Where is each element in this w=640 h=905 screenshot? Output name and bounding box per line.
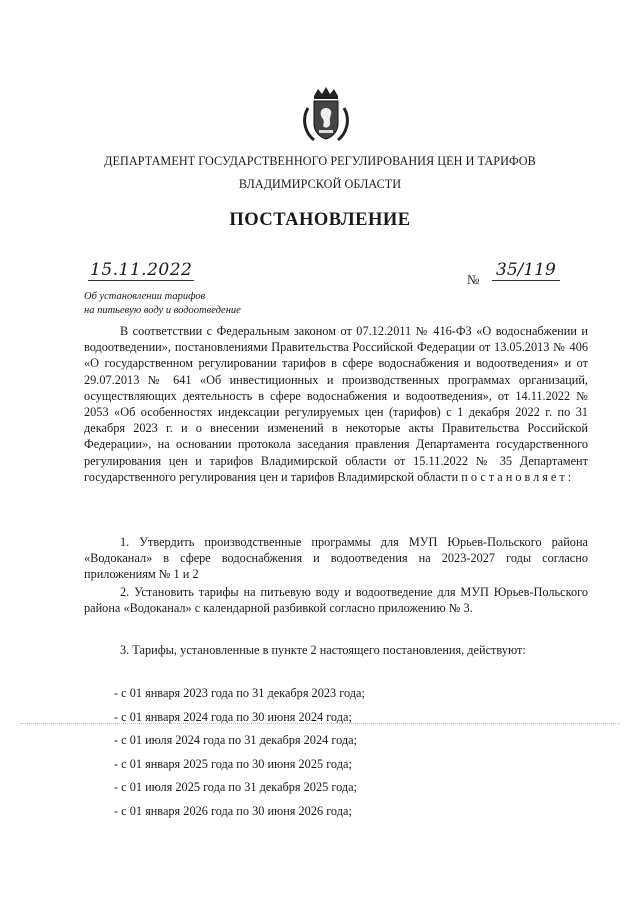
- list-item: - с 01 января 2024 года по 30 июня 2024 года;: [114, 709, 352, 724]
- number-sign: №: [467, 272, 480, 287]
- clause-2: 2. Установить тарифы на питьевую воду и водоотведение для МУП Юрьев-Польского района «Водоканал» с календарной разбивкой согласно приложению № 3.: [84, 585, 588, 616]
- clause-1: 1. Утвердить производственные программы для МУП Юрьев-Польского района «Водоканал» в сфере водоснабжения и водоотведения на 2023-2027 годы согласно приложениям № 1 и 2: [84, 535, 588, 582]
- document-title: ПОСТАНОВЛЕНИЕ: [229, 210, 411, 230]
- department-region: ВЛАДИМИРСКОЙ ОБЛАСТИ: [238, 177, 402, 191]
- preamble-text: В соответствии с Федеральным законом от 07.12.2011 № 416-ФЗ «О водоснабжении и водоотведении», постановлениями Правительства Российской Федерации от 13.05.2013 № 406 «О государственном регулировании тарифов в сфере водоснабжения и водоотведения» и от 29.07.2013 № 641 «Об инвестиционных и производственных программах организаций, осуществляющих деятельность в сфере водоснабжения и водоотведения», от 14.11.2022 № 2053 «Об особенностях индексации регулируемых цен (тарифов) с 1 декабря 2022 г. по 31 декабря 2023 г. и о внесении изменений в некоторые акты Правительства Российской Федерации», на основании протокола заседания правления Департамента государственного регулирования цен и тарифов Владимирской области от 15.11.2022 № 35 Департамент государственного регулирования цен и тарифов Владимирской области: [84, 324, 588, 484]
- fold-line: [20, 723, 620, 724]
- clause-3: 3. Тарифы, установленные в пункте 2 настоящего постановления, действуют:: [120, 643, 526, 657]
- validity-periods-list: [114, 682, 365, 823]
- preamble-paragraph: [84, 323, 588, 485]
- document-date: 15.11.2022: [90, 260, 193, 280]
- subject-line-2: на питьевую воду и водоотведение: [84, 305, 241, 316]
- resolution-word: постановляет:: [461, 469, 575, 484]
- list-item: - с 01 июля 2025 года по 31 декабря 2025 года;: [114, 780, 357, 794]
- department-name: ДЕПАРТАМЕНТ ГОСУДАРСТВЕННОГО РЕГУЛИРОВАНИЯ ЦЕН И ТАРИФОВ: [104, 154, 536, 168]
- coat-of-arms-icon: [300, 86, 352, 146]
- list-item: - с 01 января 2025 года по 30 июня 2025 года;: [114, 756, 352, 771]
- list-item: - с 01 января 2023 года по 31 декабря 2023 года;: [114, 686, 365, 700]
- document-number: 35/119: [492, 260, 560, 281]
- document-subject: [84, 290, 241, 318]
- list-item: - с 01 января 2026 года по 30 июня 2026 года;: [114, 803, 352, 818]
- subject-line-1: Об установлении тарифов: [84, 291, 206, 302]
- list-item: - с 01 июля 2024 года по 31 декабря 2024 года;: [114, 733, 357, 747]
